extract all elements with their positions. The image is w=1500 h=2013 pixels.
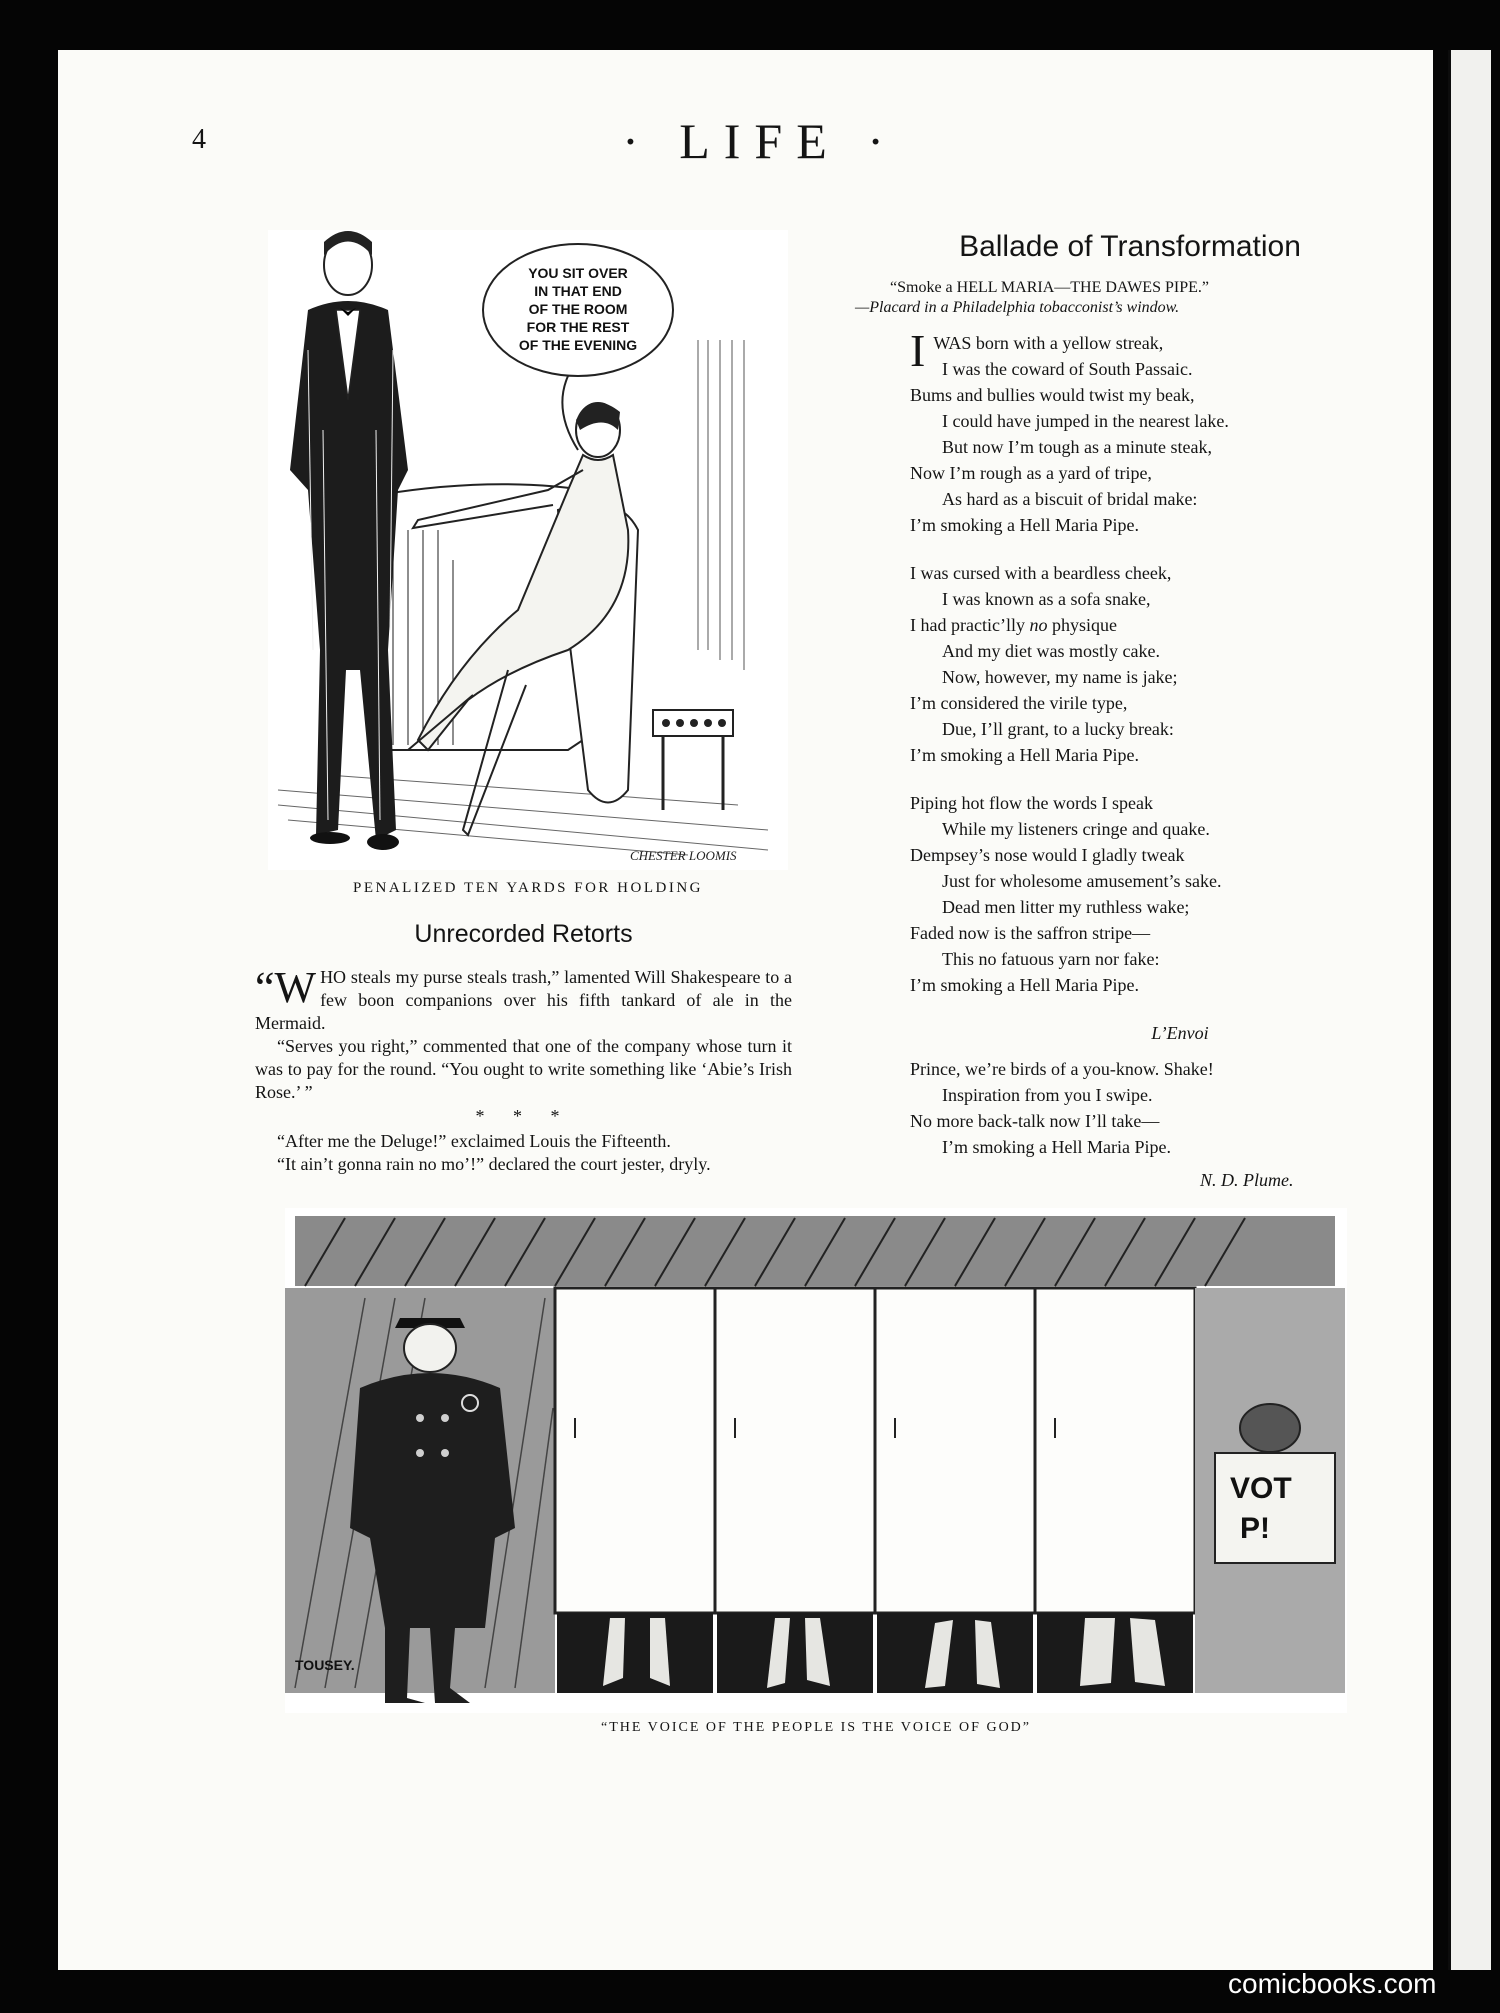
- poem-line: Prince, we’re birds of a you-know. Shake!: [910, 1059, 1214, 1079]
- poem-line: I’m smoking a Hell Maria Pipe.: [910, 745, 1139, 765]
- cartoon-caption-bottom: “THE VOICE OF THE PEOPLE IS THE VOICE OF GOD”: [600, 1720, 1031, 1735]
- poem-emphasis: no: [1029, 615, 1048, 635]
- poem-line: Now, however, my name is jake;: [942, 667, 1178, 687]
- epigraph-source: —Placard in a Philadelphia tobacconist’s window.: [855, 299, 1180, 316]
- speech-line: OF THE ROOM: [528, 301, 628, 317]
- poem-line: While my listeners cringe and quake.: [942, 819, 1210, 839]
- cartoon-voting-booths: [285, 1208, 1347, 1713]
- watermark: comicbooks.com: [1228, 1968, 1437, 1999]
- poem-line: As hard as a biscuit of bridal make:: [942, 489, 1198, 509]
- cartoon-penalized: [268, 230, 788, 870]
- poem-dropcap: I: [910, 325, 926, 376]
- booth-sign-text: VOT: [1230, 1472, 1292, 1505]
- poem-line: I’m smoking a Hell Maria Pipe.: [942, 1137, 1171, 1157]
- poem-line: I could have jumped in the nearest lake.: [942, 411, 1229, 431]
- poem-line: I’m considered the virile type,: [910, 693, 1128, 713]
- poem-line: Due, I’ll grant, to a lucky break:: [942, 719, 1174, 739]
- artist-signature: CHESTER LOOMIS: [630, 848, 737, 863]
- retorts-title: Unrecorded Retorts: [414, 920, 633, 948]
- speech-line: IN THAT END: [534, 283, 622, 299]
- facing-page-edge: [1448, 50, 1491, 1970]
- poem-line: Faded now is the saffron stripe—: [910, 923, 1151, 943]
- ballade-poem: [910, 325, 1410, 1182]
- poem-line: Inspiration from you I swipe.: [942, 1085, 1153, 1105]
- man-figure: [290, 231, 408, 850]
- cartoon-caption-top: PENALIZED TEN YARDS FOR HOLDING: [353, 880, 703, 896]
- artist-signature: TOUSEY.: [295, 1657, 355, 1673]
- poem-line: I’m smoking a Hell Maria Pipe.: [910, 975, 1139, 995]
- poem-line: I’m smoking a Hell Maria Pipe.: [910, 515, 1139, 535]
- poem-line: Bums and bullies would twist my beak,: [910, 385, 1195, 405]
- retorts-dropcap: “W: [255, 963, 317, 1012]
- stanza-3: [910, 790, 1410, 998]
- poem-line: But now I’m tough as a minute steak,: [942, 437, 1212, 457]
- stanza-2: [910, 560, 1410, 768]
- poem-line: I was cursed with a beardless cheek,: [910, 563, 1172, 583]
- ballade-epigraph: [855, 278, 1415, 318]
- poem-line: I was the coward of South Passaic.: [942, 359, 1193, 379]
- poem-line: I was known as a sofa snake,: [942, 589, 1151, 609]
- retorts-article: [255, 963, 792, 1176]
- stanza-1: [910, 325, 1410, 538]
- retorts-paragraph: “Serves you right,” commented that one of the company whose turn it was to pay for the round. “You ought to write something like ‘Abie’s Irish Rose.’ ”: [255, 1036, 792, 1102]
- envoi-title: L’Envoi: [1151, 1023, 1209, 1043]
- poem-line-part: physique: [1047, 615, 1117, 635]
- poem-signature: N. D. Plume.: [1200, 1170, 1294, 1190]
- poem-line: Dead men litter my ruthless wake;: [942, 897, 1190, 917]
- ballade-title: Ballade of Transformation: [959, 230, 1301, 263]
- poem-line: Just for wholesome amusement’s sake.: [942, 871, 1222, 891]
- booth-sign-text: P!: [1240, 1512, 1270, 1545]
- masthead: · LIFE ·: [622, 113, 898, 169]
- poem-line: No more back-talk now I’ll take—: [910, 1111, 1160, 1131]
- poem-line: Now I’m rough as a yard of tripe,: [910, 463, 1152, 483]
- retorts-paragraph: HO steals my purse steals trash,” lamented Will Shakespeare to a few boon companions over his fifth tankard of ale in the Mermaid.: [255, 967, 792, 1033]
- section-separator: * * *: [475, 1106, 572, 1126]
- poem-line: WAS born with a yellow streak,: [933, 333, 1164, 353]
- speech-line: FOR THE REST: [526, 319, 630, 335]
- retorts-paragraph: “It ain’t gonna rain no mo’!” declared the court jester, dryly.: [277, 1154, 711, 1174]
- speech-line: YOU SIT OVER: [528, 265, 628, 281]
- epigraph-quote: “Smoke a HELL MARIA—THE DAWES PIPE.”: [890, 279, 1209, 296]
- retorts-paragraph: “After me the Deluge!” exclaimed Louis the Fifteenth.: [277, 1131, 671, 1151]
- poem-line-part: I had practic’lly: [910, 615, 1030, 635]
- poem-line: Piping hot flow the words I speak: [910, 793, 1153, 813]
- page-number: 4: [192, 124, 206, 155]
- poem-line: This no fatuous yarn nor fake:: [942, 949, 1160, 969]
- speech-line: OF THE EVENING: [518, 337, 638, 353]
- poem-line: Dempsey’s nose would I gladly tweak: [910, 845, 1185, 865]
- envoi-stanza: [910, 1056, 1410, 1160]
- poem-line: And my diet was mostly cake.: [942, 641, 1160, 661]
